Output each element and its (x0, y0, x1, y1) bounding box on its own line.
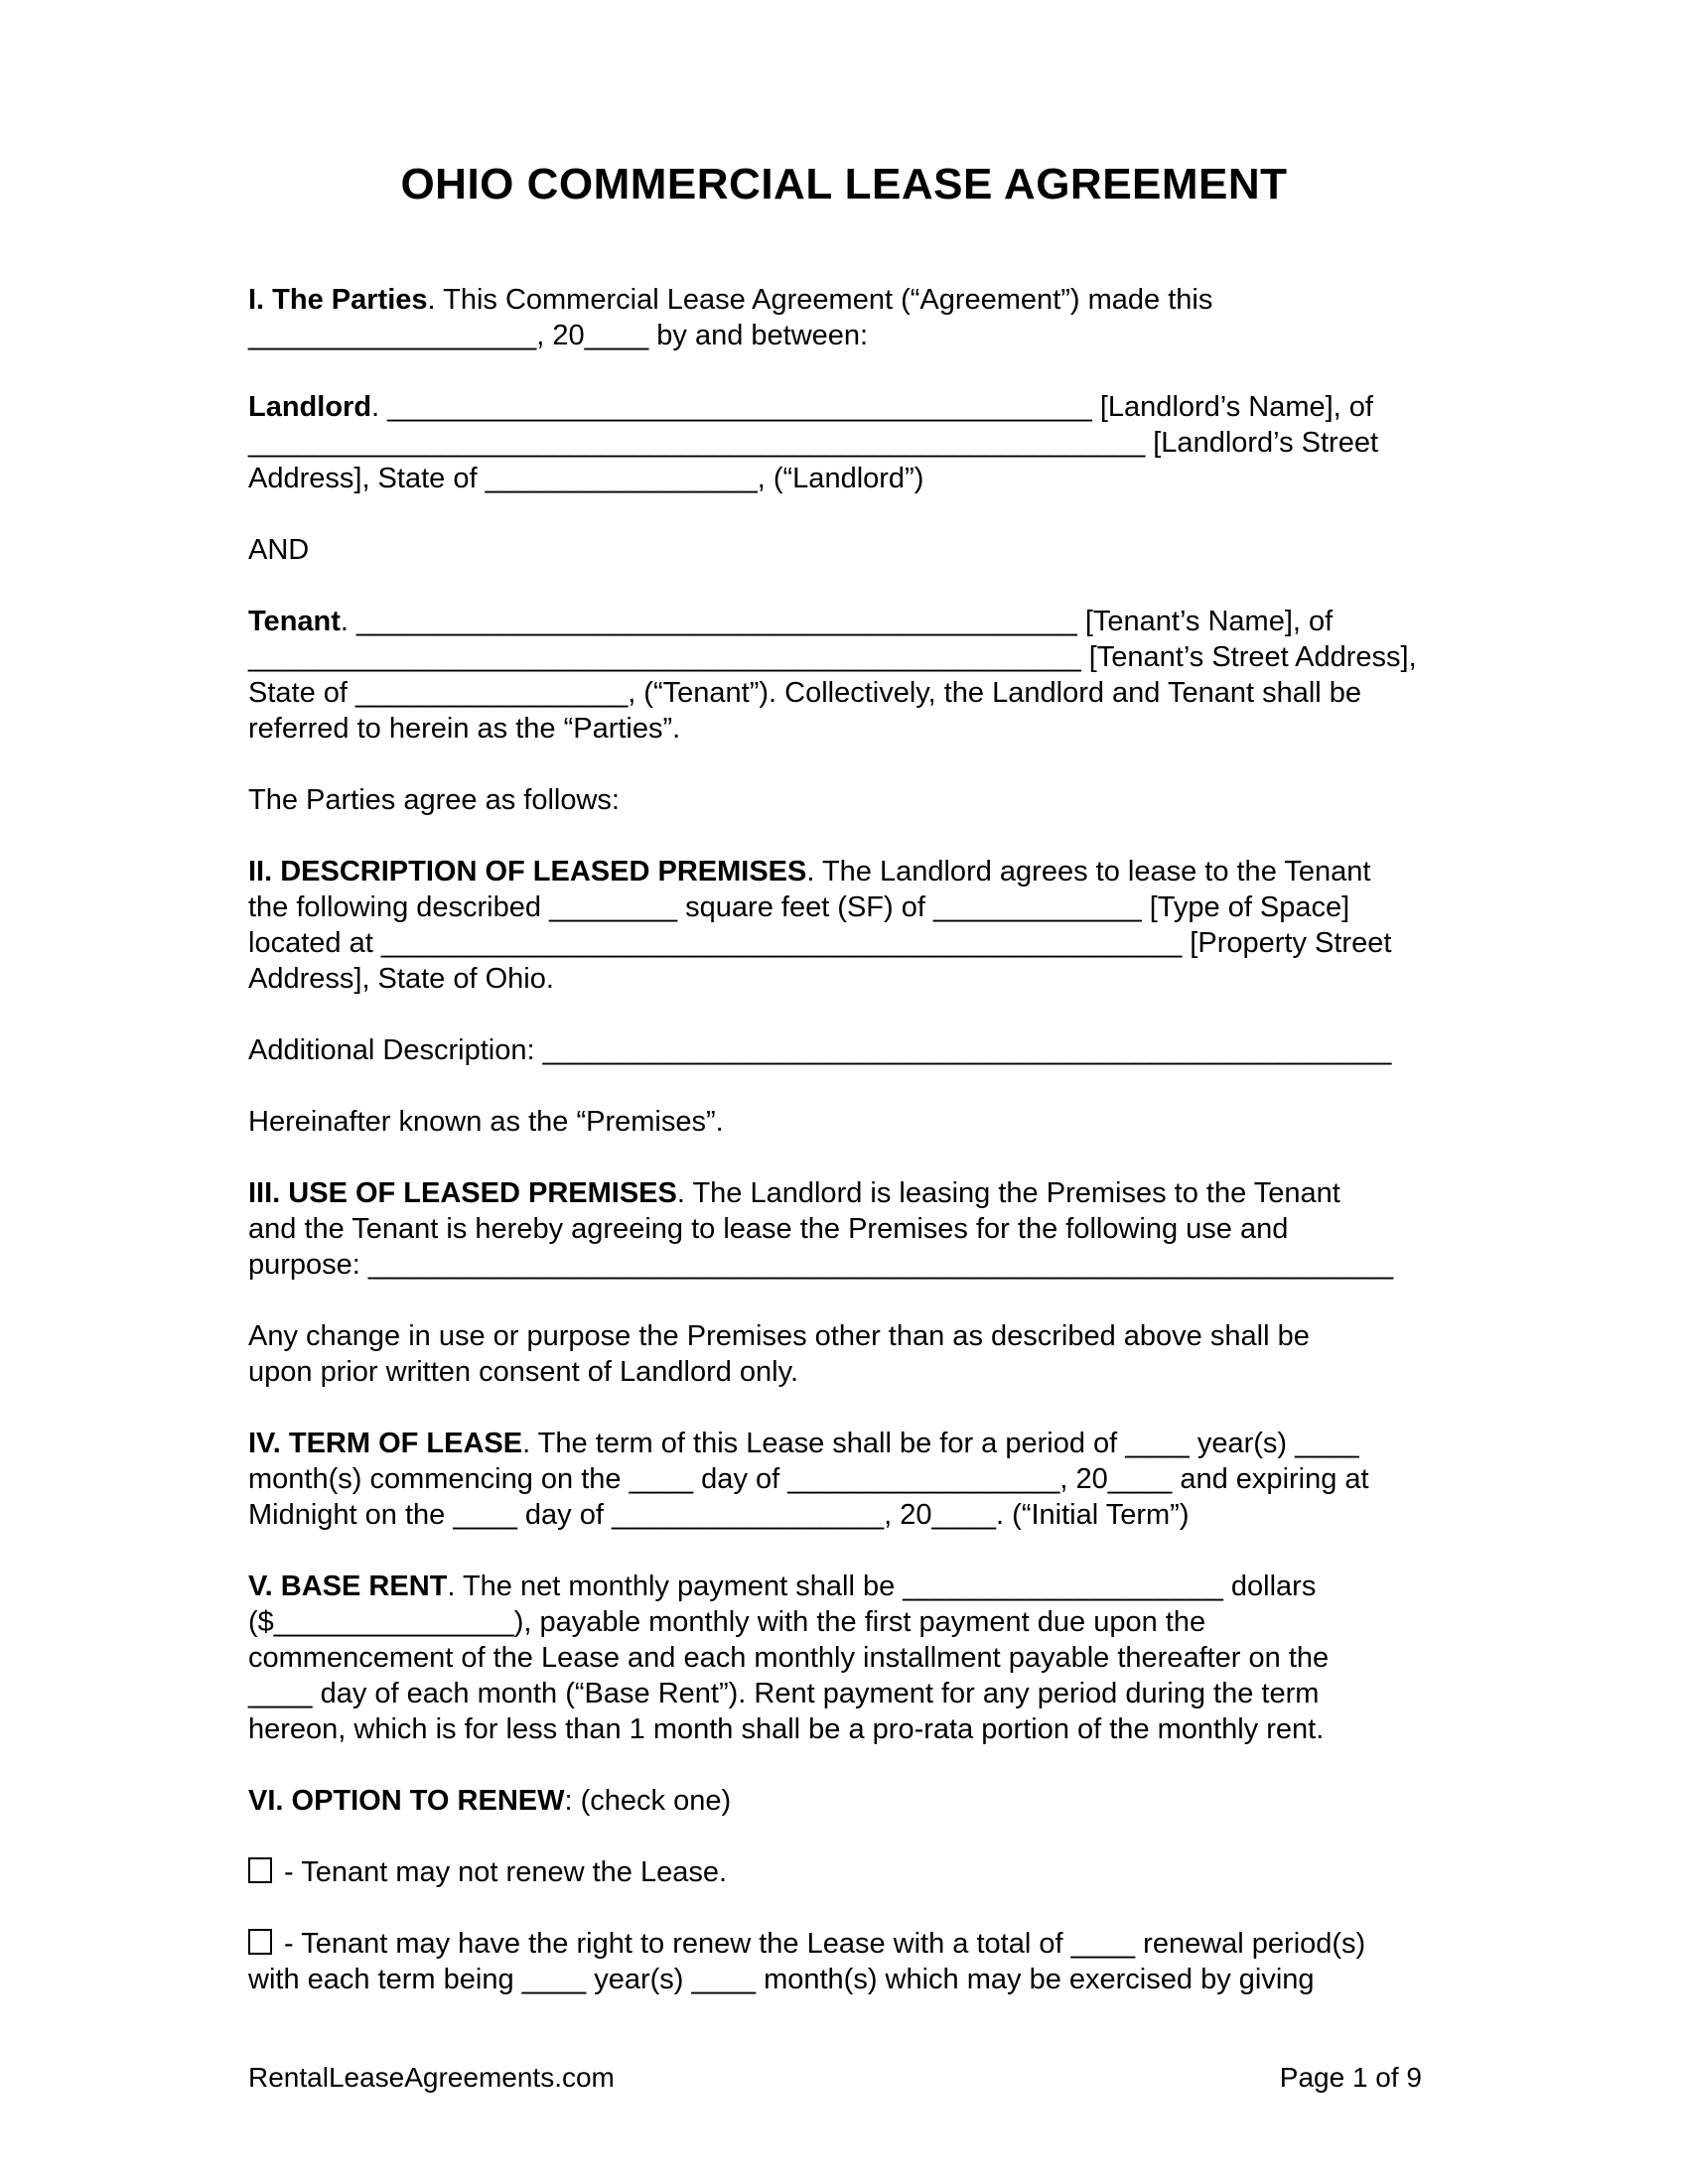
section-tenant (248, 604, 1440, 747)
footer-page-number: Page 1 of 9 (1279, 2062, 1422, 2093)
renew-option-no (248, 1854, 1440, 1890)
section-term-of-lease (248, 1426, 1440, 1533)
section-base-rent-text: . The net monthly payment shall be ____________________ dollars ($_______________), payable monthly with the first payment due upon the commencement of the Lease and each monthly installment payable thereafter on the ____ day of each month (“Base Rent”). Rent payment for any period during the term hereon, which is for less than 1 month shall be a pro-rata portion of the monthly rent. (248, 1570, 1330, 1745)
section-term-heading: IV. TERM OF LEASE (248, 1428, 523, 1459)
section-parties-text: . This Commercial Lease Agreement (“Agreement”) made this __________________, 20____ by and between: (248, 284, 1213, 351)
section-landlord-heading: Landlord (248, 391, 372, 423)
section-parties-heading: I. The Parties (248, 284, 428, 316)
renew-option-yes-text: - Tenant may have the right to renew the Lease with a total of ____ renewal period(s) with each term being ____ year(s) ____ month(s) which may be exercised by giving (248, 1928, 1366, 1995)
section-description-heading: II. DESCRIPTION OF LEASED PREMISES (248, 856, 807, 887)
and-separator: AND (248, 534, 310, 566)
parties-agree-line: The Parties agree as follows: (248, 784, 620, 816)
premises-known-line: Hereinafter known as the “Premises”. (248, 1106, 724, 1138)
section-use-heading: III. USE OF LEASED PREMISES (248, 1177, 677, 1209)
section-use-of-premises (248, 1175, 1440, 1283)
section-use-text: . The Landlord is leasing the Premises to the Tenant and the Tenant is hereby agreeing to lease the Premises for the following use and purpose: ________________________________________________________________ (248, 1177, 1394, 1281)
section-base-rent (248, 1569, 1440, 1747)
section-landlord (248, 389, 1440, 496)
section-landlord-text: . ____________________________________________ [Landlord’s Name], of ________________________________________________________ [Landlord’s Street Address], State of _________________, (“Landlord”) (248, 391, 1379, 494)
section-tenant-text: . _____________________________________________ [Tenant’s Name], of ____________________________________________________ [Tenant’s Street Address], State of _________________, (“Tenant”). Collectively, the Landlord and Tenant shall be referred to herein as the “Parties”. (248, 606, 1417, 745)
section-option-to-renew (248, 1783, 1440, 1819)
use-change-paragraph: Any change in use or purpose the Premises other than as described above shall be upon prior written consent of Landlord only. (248, 1320, 1310, 1388)
section-renew-suffix: : (check one) (564, 1785, 732, 1817)
footer-site-link[interactable]: RentalLeaseAgreements.com (248, 2062, 615, 2093)
section-base-rent-heading: V. BASE RENT (248, 1570, 448, 1602)
section-renew-heading: VI. OPTION TO RENEW (248, 1785, 565, 1817)
section-description-text: . The Landlord agrees to lease to the Tenant the following described ________ square feet (SF) of _____________ [Type of Space] located at __________________________________________________ [Property Street Address], State of Ohio. (248, 856, 1392, 995)
checkbox-no-renew[interactable] (248, 1857, 272, 1883)
renew-option-no-text: - Tenant may not renew the Lease. (284, 1856, 728, 1888)
page-footer (248, 2061, 1422, 2095)
additional-description-line: Additional Description: _____________________________________________________ (248, 1034, 1392, 1066)
section-tenant-heading: Tenant (248, 606, 341, 637)
renew-option-yes (248, 1926, 1440, 1997)
document-title: OHIO COMMERCIAL LEASE AGREEMENT (400, 160, 1288, 208)
section-description-of-premises (248, 854, 1440, 997)
checkbox-may-renew[interactable] (248, 1929, 272, 1955)
section-term-text: . The term of this Lease shall be for a period of ____ year(s) ____ month(s) commencing on the ____ day of _________________, 20____ and expiring at Midnight on the ____ day of _________________, 20____. (“Initial Term”) (248, 1428, 1369, 1531)
section-parties (248, 282, 1440, 353)
